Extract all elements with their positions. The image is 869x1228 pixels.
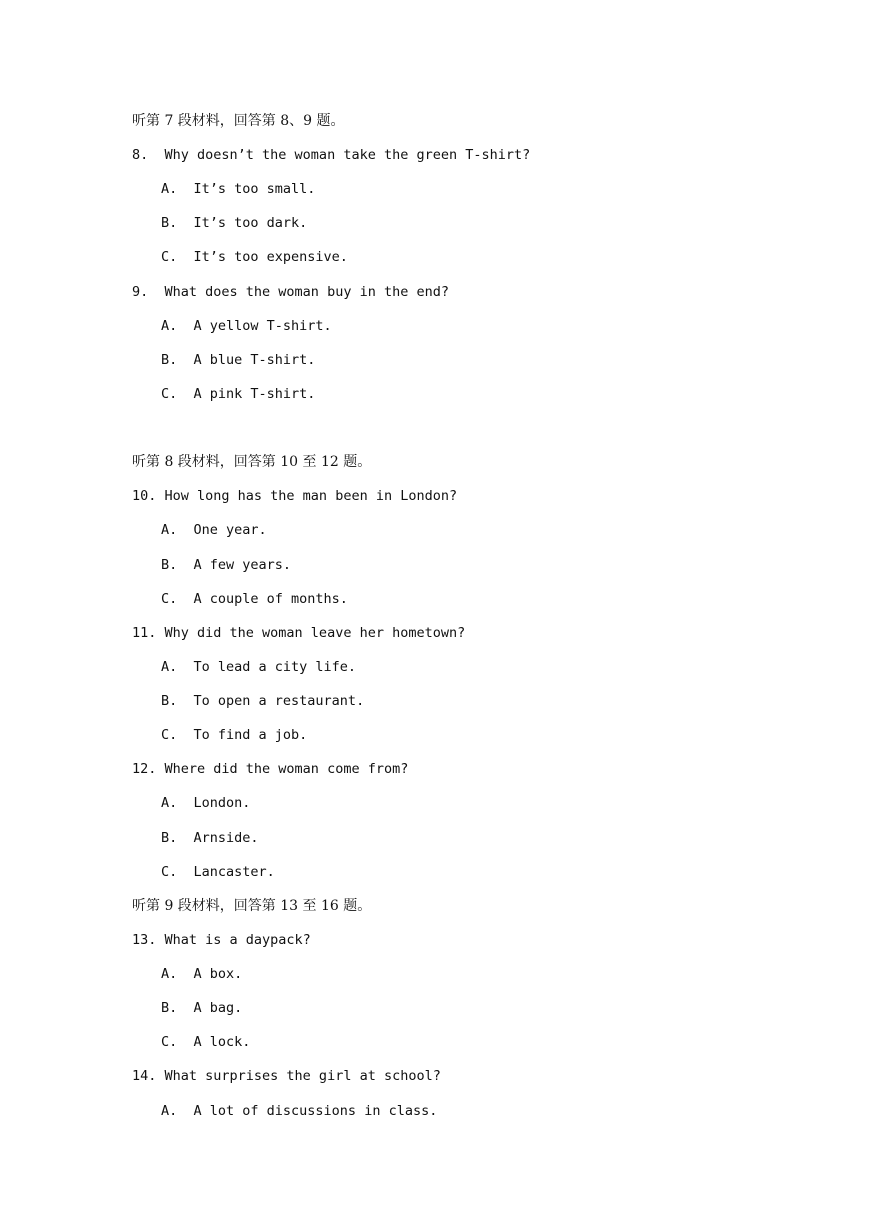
question-stem: 13. What is a daypack? — [132, 932, 311, 948]
answer-option: A. London. — [161, 795, 251, 811]
answer-option: B. To open a restaurant. — [161, 693, 365, 709]
answer-option: A. A box. — [161, 966, 243, 982]
answer-option: B. A blue T-shirt. — [161, 352, 316, 368]
answer-option: A. A lot of discussions in class. — [161, 1103, 438, 1119]
answer-option: C. A couple of months. — [161, 591, 348, 607]
answer-option: C. Lancaster. — [161, 864, 275, 880]
question-stem: 8. Why doesn’t the woman take the green T-shirt? — [132, 147, 531, 163]
answer-option: B. Arnside. — [161, 830, 259, 846]
answer-option: B. A bag. — [161, 1000, 243, 1016]
question-stem: 11. Why did the woman leave her hometown? — [132, 625, 466, 641]
question-stem: 14. What surprises the girl at school? — [132, 1068, 441, 1084]
answer-option: A. A yellow T-shirt. — [161, 318, 332, 334]
answer-option: C. A pink T-shirt. — [161, 386, 316, 402]
section-heading: 听第 8 段材料，回答第 10 至 12 题。 — [132, 454, 372, 470]
answer-option: A. It’s too small. — [161, 181, 316, 197]
answer-option: A. To lead a city life. — [161, 659, 357, 675]
question-stem: 10. How long has the man been in London? — [132, 488, 458, 504]
section-heading: 听第 9 段材料，回答第 13 至 16 题。 — [132, 898, 372, 914]
answer-option: A. One year. — [161, 522, 267, 538]
answer-option: C. To find a job. — [161, 727, 308, 743]
answer-option: C. It’s too expensive. — [161, 249, 348, 265]
section-heading: 听第 7 段材料，回答第 8、9 题。 — [132, 113, 345, 129]
answer-option: C. A lock. — [161, 1034, 251, 1050]
question-stem: 12. Where did the woman come from? — [132, 761, 409, 777]
question-stem: 9. What does the woman buy in the end? — [132, 284, 449, 300]
answer-option: B. A few years. — [161, 557, 292, 573]
answer-option: B. It’s too dark. — [161, 215, 308, 231]
